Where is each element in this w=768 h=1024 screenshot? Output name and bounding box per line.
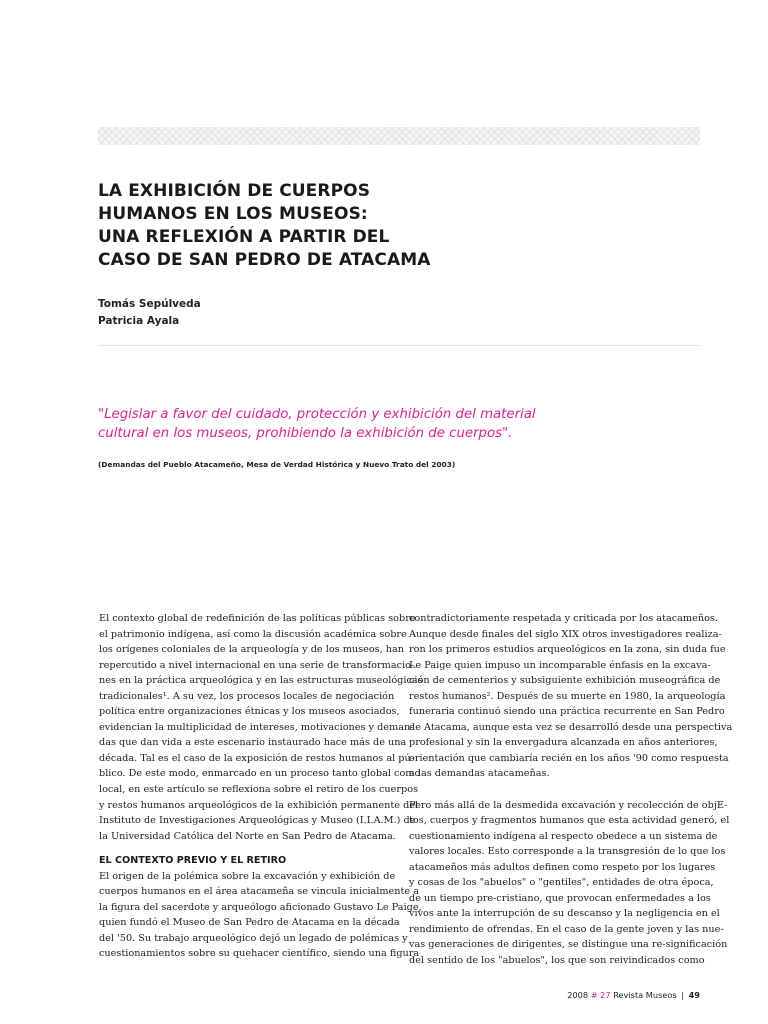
text-line: vas generaciones de dirigentes, se distingue una re-significación [409, 939, 728, 951]
footer-magazine: Revista Museos [613, 990, 677, 1000]
text-line: y cosas de los "abuelos" o "gentiles", entidades de otra época, [409, 877, 714, 889]
text-line: nes en la práctica arqueológica y en las estructuras museológicas [99, 675, 423, 687]
text-line: ron los primeros estudios arqueológicos en la zona, sin duda fue [409, 644, 726, 656]
text-line: década. Tal es el caso de la exposición de restos humanos al pú- [99, 752, 415, 764]
text-line: das que dan vida a este escenario instaurado hace más de una [99, 737, 407, 749]
epigraph-source: (Demandas del Pueblo Atacameño, Mesa de Verdad Histórica y Nuevo Trato del 2003) [98, 460, 456, 469]
text-line: atacameños más adultos definen como respeto por los lugares [409, 861, 716, 873]
text-line: política entre organizaciones étnicas y los museos asociados, [99, 706, 400, 718]
decorative-pattern-band [98, 127, 700, 145]
text-line: restos humanos². Después de su muerte en 1980, la arqueología [409, 690, 726, 702]
text-line: el patrimonio indígena, así como la discusión académica sobre [99, 628, 407, 640]
left-text-column [99, 611, 423, 962]
text-line: Instituto de Investigaciones Arqueológicas y Museo (I.I.A.M.) de [99, 815, 416, 827]
title-line: HUMANOS EN LOS MUSEOS: [98, 204, 368, 224]
text-line: El origen de la polémica sobre la excavación y exhibición de [99, 870, 396, 882]
text-line: del '50. Su trabajo arqueológico dejó un legado de polémicas y [99, 932, 408, 944]
footer-issue: # 27 [590, 990, 611, 1000]
text-line: de Atacama, aunque esta vez se desarrolló desde una perspectiva [409, 721, 733, 733]
text-line: y restos humanos arqueológicos de la exhibición permanente del [99, 799, 419, 811]
text-line: valores locales. Esto corresponde a la transgresión de lo que los [409, 846, 726, 858]
authors-block [98, 296, 201, 330]
text-line: profesional y sin la envergadura alcanzada en años anteriores, [409, 737, 718, 749]
text-line: cuestionamientos sobre su quehacer científico, siendo una figura [99, 948, 420, 960]
footer-year: 2008 [567, 990, 589, 1000]
text-line: la Universidad Católica del Norte en San Pedro de Atacama. [99, 830, 396, 842]
text-line: El contexto global de redefinición de las políticas públicas sobre [99, 613, 416, 624]
text-line: orientación que cambiaría recién en los años '90 como respuesta [409, 752, 729, 764]
text-line: Aunque desde finales del siglo XIX otros investigadores realiza- [409, 628, 722, 640]
title-line: UNA REFLEXIÓN A PARTIR DEL [98, 227, 390, 247]
page-footer [567, 990, 700, 1000]
footer-separator: | [681, 990, 684, 1000]
text-line: la figura del sacerdote y arqueólogo aficionado Gustavo Le Paige, [99, 901, 422, 913]
title-line: LA EXHIBICIÓN DE CUERPOS [98, 181, 371, 201]
text-line: tradicionales¹. A su vez, los procesos locales de negociación [99, 690, 395, 702]
section-heading: EL CONTEXTO PREVIO Y EL RETIRO [99, 855, 287, 867]
article-title [98, 180, 618, 272]
paragraph-intro [99, 611, 423, 844]
title-line: CASO DE SAN PEDRO DE ATACAMA [98, 250, 431, 270]
text-line: de un tiempo pre-cristiano, que provocan enfermedades a los [409, 892, 711, 904]
text-line: local, en este artículo se reflexiona sobre el retiro de los cuerpos [99, 784, 419, 796]
text-line: rendimiento de ofrendas. En el caso de la gente joven y las nue- [409, 923, 724, 935]
text-line: a las demandas atacameñas. [409, 768, 550, 780]
text-line: ción de cementerios y subsiguiente exhibición museográfica de [409, 675, 721, 687]
text-line: quien fundó el Museo de San Pedro de Atacama en la década [99, 917, 400, 929]
text-line: funeraria continuó siendo una práctica recurrente en San Pedro [409, 706, 725, 718]
paragraph-context [99, 869, 422, 962]
quote-line: "Legislar a favor del cuidado, protección y exhibición del material [98, 407, 536, 422]
author-name: Tomás Sepúlveda [98, 298, 201, 310]
page-number: 49 [688, 990, 700, 1000]
author-name: Patricia Ayala [98, 315, 180, 327]
right-text-column [409, 611, 733, 969]
text-line: cuestionamiento indígena al respecto obedece a un sistema de [409, 830, 718, 842]
text-line: repercutido a nivel internacional en una serie de transformacio- [99, 659, 415, 671]
epigraph-quote [98, 405, 658, 443]
paragraph-le-paige [409, 611, 733, 782]
text-line: Pero más allá de la desmedida excavación y recolección de objE- [409, 799, 728, 811]
divider-line [98, 345, 700, 346]
text-line: vivos ante la interrupción de su descanso y la negligencia en el [409, 908, 720, 920]
text-line: evidencian la multiplicidad de intereses, motivaciones y deman- [99, 721, 414, 733]
text-line: del sentido de los "abuelos", los que son reivindicados como [409, 955, 705, 967]
text-line: blico. De este modo, enmarcado en un proceso tanto global como [99, 768, 421, 780]
text-line: contradictoriamente respetada y criticada por los atacameños. [409, 613, 718, 624]
text-line: cuerpos humanos en el área atacameña se vincula inicialmente a [99, 886, 419, 898]
text-line: Le Paige quien impuso un incomparable énfasis en la excava- [409, 659, 711, 671]
paragraph-indigenous-values [409, 798, 730, 969]
quote-line: cultural en los museos, prohibiendo la exhibición de cuerpos". [98, 426, 513, 441]
text-line: los orígenes coloniales de la arqueología y de los museos, han [99, 644, 405, 656]
text-line: tos, cuerpos y fragmentos humanos que esta actividad generó, el [409, 815, 730, 827]
